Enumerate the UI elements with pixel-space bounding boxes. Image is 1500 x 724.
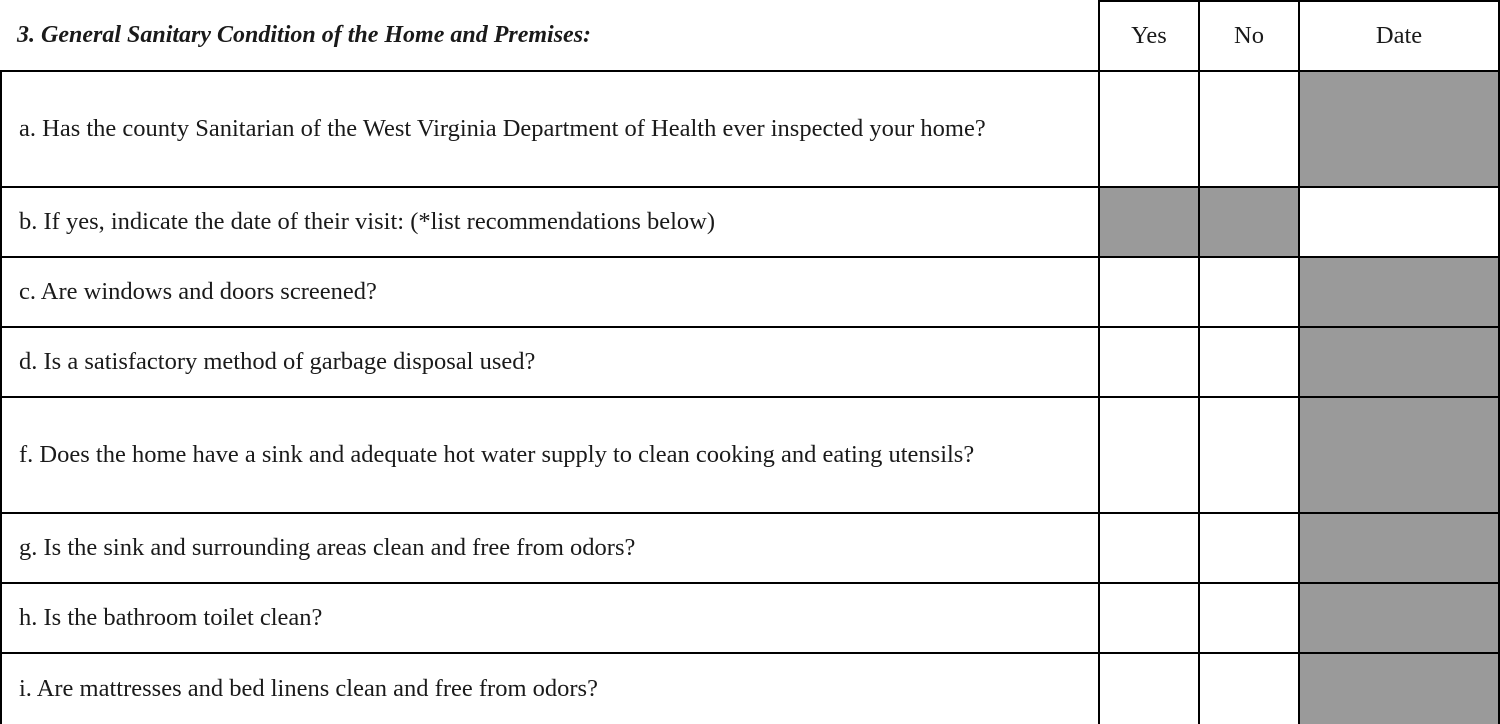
answer-no-a[interactable]	[1200, 72, 1300, 188]
column-header-no: No	[1200, 0, 1300, 72]
column-header-date: Date	[1300, 0, 1500, 72]
answer-no-h[interactable]	[1200, 584, 1300, 654]
question-i: i. Are mattresses and bed linens clean and free from odors?	[0, 654, 1100, 724]
answer-no-i[interactable]	[1200, 654, 1300, 724]
section-title: 3. General Sanitary Condition of the Home and Premises:	[0, 0, 1100, 72]
no-shaded-b	[1200, 188, 1300, 258]
question-d: d. Is a satisfactory method of garbage disposal used?	[0, 328, 1100, 398]
answer-yes-i[interactable]	[1100, 654, 1200, 724]
answer-yes-h[interactable]	[1100, 584, 1200, 654]
date-shaded-c	[1300, 258, 1500, 328]
answer-yes-f[interactable]	[1100, 398, 1200, 514]
answer-date-b[interactable]	[1300, 188, 1500, 258]
answer-yes-g[interactable]	[1100, 514, 1200, 584]
date-shaded-d	[1300, 328, 1500, 398]
question-h: h. Is the bathroom toilet clean?	[0, 584, 1100, 654]
answer-no-c[interactable]	[1200, 258, 1300, 328]
answer-no-d[interactable]	[1200, 328, 1300, 398]
date-shaded-h	[1300, 584, 1500, 654]
yes-shaded-b	[1100, 188, 1200, 258]
question-c: c. Are windows and doors screened?	[0, 258, 1100, 328]
answer-yes-d[interactable]	[1100, 328, 1200, 398]
answer-no-g[interactable]	[1200, 514, 1300, 584]
date-shaded-i	[1300, 654, 1500, 724]
date-shaded-a	[1300, 72, 1500, 188]
column-header-yes: Yes	[1100, 0, 1200, 72]
question-g: g. Is the sink and surrounding areas clean and free from odors?	[0, 514, 1100, 584]
question-a: a. Has the county Sanitarian of the West Virginia Department of Health ever inspected your home?	[0, 72, 1100, 188]
date-shaded-f	[1300, 398, 1500, 514]
answer-yes-c[interactable]	[1100, 258, 1200, 328]
question-f: f. Does the home have a sink and adequate hot water supply to clean cooking and eating utensils?	[0, 398, 1100, 514]
date-shaded-g	[1300, 514, 1500, 584]
answer-yes-a[interactable]	[1100, 72, 1200, 188]
answer-no-f[interactable]	[1200, 398, 1300, 514]
question-b: b. If yes, indicate the date of their visit: (*list recommendations below)	[0, 188, 1100, 258]
